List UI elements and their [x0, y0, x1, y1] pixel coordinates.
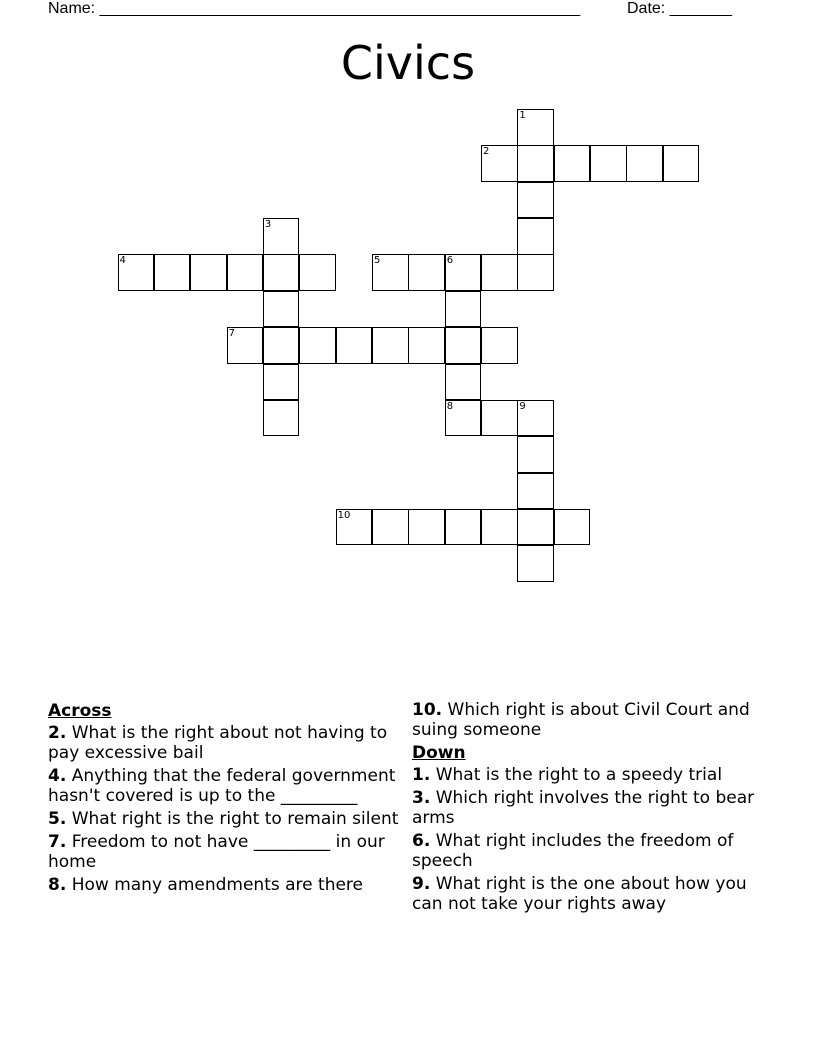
grid-cell[interactable]: [227, 327, 264, 364]
cell-number: 5: [374, 255, 381, 267]
grid-cell[interactable]: [190, 254, 227, 291]
grid-cell[interactable]: [481, 327, 518, 364]
grid-cell[interactable]: [554, 509, 591, 546]
grid-cell[interactable]: [299, 254, 336, 291]
cell-number: 10: [337, 509, 351, 521]
cell-number: 3: [264, 219, 272, 231]
cell-number: 6: [446, 255, 454, 267]
grid-cell[interactable]: [227, 254, 264, 291]
grid-cell[interactable]: [336, 509, 373, 546]
clue-text: What right includes the freedom of speech: [412, 831, 734, 871]
clue-number: 4.: [48, 766, 67, 786]
clue-text: Which right involves the right to bear arms: [412, 788, 755, 828]
grid-cell[interactable]: [263, 327, 300, 364]
clue-down-1: [412, 765, 757, 785]
clue-number: 9.: [412, 874, 431, 894]
grid-cell[interactable]: [408, 254, 445, 291]
grid-cell[interactable]: [263, 291, 300, 328]
grid-cell[interactable]: [445, 327, 482, 364]
clue-across-2: [48, 723, 406, 763]
grid-cell[interactable]: [517, 436, 554, 473]
clue-text: Freedom to not have _________ in our home: [48, 832, 385, 872]
cell-number: 2: [483, 146, 490, 158]
grid-cell[interactable]: [263, 400, 300, 437]
across-heading: Across: [48, 701, 112, 721]
clue-text: What right is the right to remain silent: [66, 809, 399, 829]
name-field-line[interactable]: Name: ______________________________________________________: [48, 0, 581, 17]
grid-cell[interactable]: [408, 327, 445, 364]
clues-left-column: [48, 700, 406, 898]
grid-cell[interactable]: [481, 509, 518, 546]
grid-cell[interactable]: [445, 400, 482, 437]
grid-cell[interactable]: [626, 145, 663, 182]
clue-text: How many amendments are there: [66, 875, 363, 895]
grid-cell[interactable]: [154, 254, 191, 291]
grid-cell[interactable]: [554, 145, 591, 182]
clues-right-column: [412, 700, 757, 917]
grid-cell[interactable]: [445, 291, 482, 328]
clue-text: Anything that the federal government hasn't covered is up to the _________: [48, 766, 396, 806]
grid-cell[interactable]: [445, 364, 482, 401]
grid-cell[interactable]: [590, 145, 627, 182]
cell-number: 4: [119, 255, 126, 267]
clue-down-3: [412, 788, 757, 828]
clue-across-5: [48, 809, 406, 829]
cell-number: 9: [519, 400, 526, 412]
clue-text: What is the right to a speedy trial: [430, 765, 723, 785]
date-field-line[interactable]: Date: _______: [627, 0, 732, 17]
clue-text: Which right is about Civil Court and suing someone: [412, 700, 750, 740]
grid-cell[interactable]: [263, 218, 300, 255]
grid-cell[interactable]: [517, 218, 554, 255]
grid-cell[interactable]: [517, 145, 554, 182]
grid-cell[interactable]: [372, 254, 409, 291]
clue-across-7: [48, 832, 406, 872]
clue-across-8: [48, 875, 406, 895]
clue-number: 8.: [48, 875, 67, 895]
grid-cell[interactable]: [336, 327, 373, 364]
grid-cell[interactable]: [263, 364, 300, 401]
clue-number: 3.: [412, 788, 431, 808]
grid-cell[interactable]: [481, 145, 518, 182]
cell-number: 1: [519, 110, 526, 121]
grid-cell[interactable]: [663, 145, 700, 182]
grid-cell[interactable]: [517, 473, 554, 510]
clue-text: What right is the one about how you can not take your rights away: [412, 874, 747, 914]
grid-cell[interactable]: [445, 254, 482, 291]
grid-cell[interactable]: [408, 509, 445, 546]
grid-cell[interactable]: [445, 509, 482, 546]
grid-cell[interactable]: [372, 509, 409, 546]
clue-across-4: [48, 766, 406, 806]
grid-cell[interactable]: [299, 327, 336, 364]
clue-number: 5.: [48, 809, 67, 829]
grid-cell[interactable]: [517, 509, 554, 546]
puzzle-title: Civics: [340, 36, 476, 90]
clue-number: 6.: [412, 831, 431, 851]
grid-cell[interactable]: [118, 254, 155, 291]
grid-cell[interactable]: [481, 400, 518, 437]
clue-number: 2.: [48, 723, 67, 743]
clue-number: 10.: [412, 700, 443, 720]
clue-text: What is the right about not having to pay excessive bail: [48, 723, 388, 763]
cell-number: 8: [446, 400, 454, 412]
clue-down-6: [412, 831, 757, 871]
clue-number: 1.: [412, 765, 431, 785]
clue-across-10: [412, 700, 757, 740]
grid-cell[interactable]: [517, 182, 554, 219]
grid-cell[interactable]: [517, 109, 554, 146]
down-heading: Down: [412, 743, 466, 763]
clue-down-9: [412, 874, 757, 914]
grid-cell[interactable]: [263, 254, 300, 291]
clue-number: 7.: [48, 832, 67, 852]
grid-cell[interactable]: [517, 545, 554, 582]
grid-cell[interactable]: [517, 400, 554, 437]
grid-cell[interactable]: [517, 254, 554, 291]
grid-cell[interactable]: [481, 254, 518, 291]
cell-number: 7: [228, 328, 235, 340]
grid-cell[interactable]: [372, 327, 409, 364]
